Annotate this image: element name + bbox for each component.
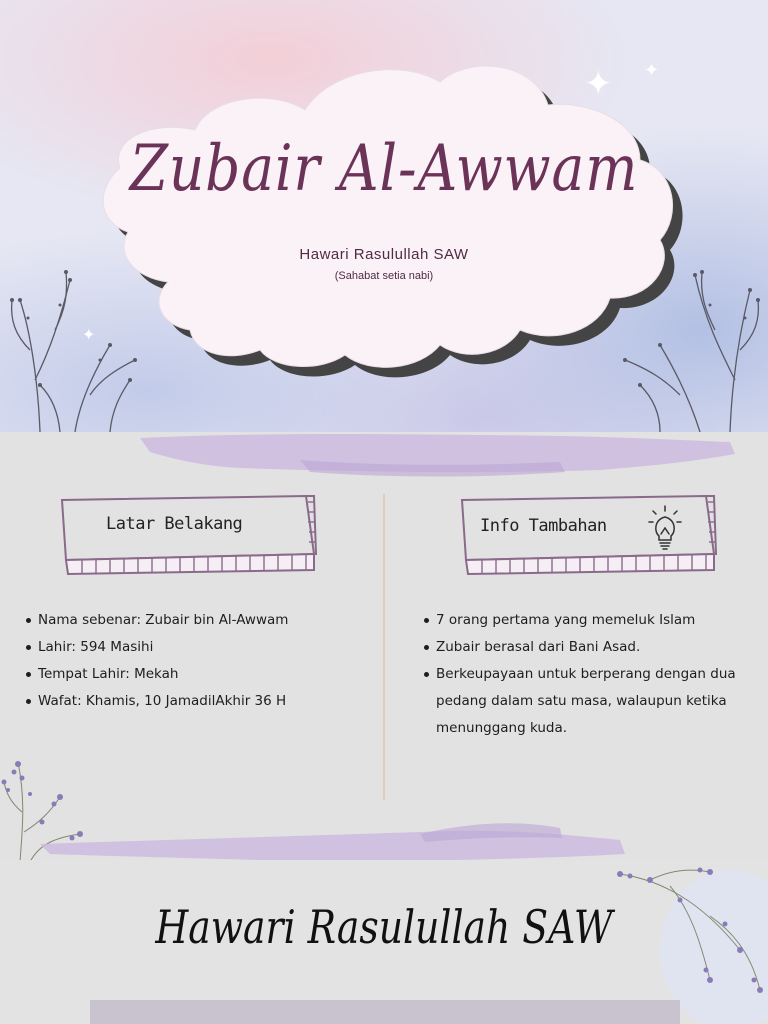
page-subtitle: Hawari Rasulullah SAW <box>299 246 469 263</box>
sparkle-icon: ✦ <box>644 60 660 81</box>
right-column-heading: Info Tambahan <box>480 516 607 536</box>
page-title: Zubair Al-Awwam <box>129 132 639 206</box>
left-column-list <box>26 607 366 715</box>
left-column-heading: Latar Belakang <box>106 514 243 534</box>
heading-box-left <box>56 494 318 576</box>
list-item: Berkeupayaan untuk berperang dengan dua pedang dalam satu masa, walaupun ketika menunggang kuda. <box>424 661 754 742</box>
content-bar <box>90 1000 680 1024</box>
sparkle-icon: ✦ <box>82 325 96 344</box>
bottom-section <box>0 860 768 1024</box>
hero-section <box>0 0 768 432</box>
list-item: Lahir: 594 Masihi <box>26 634 366 661</box>
branch-left-decoration <box>12 272 135 432</box>
list-item: Zubair berasal dari Bani Asad. <box>424 634 754 661</box>
brush-stroke-top <box>0 432 768 482</box>
sparkle-icon: ✦ <box>584 64 613 104</box>
lightbulb-icon <box>648 504 682 552</box>
list-item: Tempat Lahir: Mekah <box>26 661 366 688</box>
brush-stroke-bottom <box>0 814 768 864</box>
list-item: Wafat: Khamis, 10 JamadilAkhir 36 H <box>26 688 366 715</box>
section-title: Hawari Rasulullah SAW <box>155 900 613 954</box>
list-item: 7 orang pertama yang memeluk Islam <box>424 607 754 634</box>
info-section <box>0 432 768 860</box>
page-subtitle-note: (Sahabat setia nabi) <box>334 270 434 282</box>
column-divider <box>383 494 385 800</box>
right-column-list <box>424 607 754 742</box>
list-item: Nama sebenar: Zubair bin Al-Awwam <box>26 607 366 634</box>
